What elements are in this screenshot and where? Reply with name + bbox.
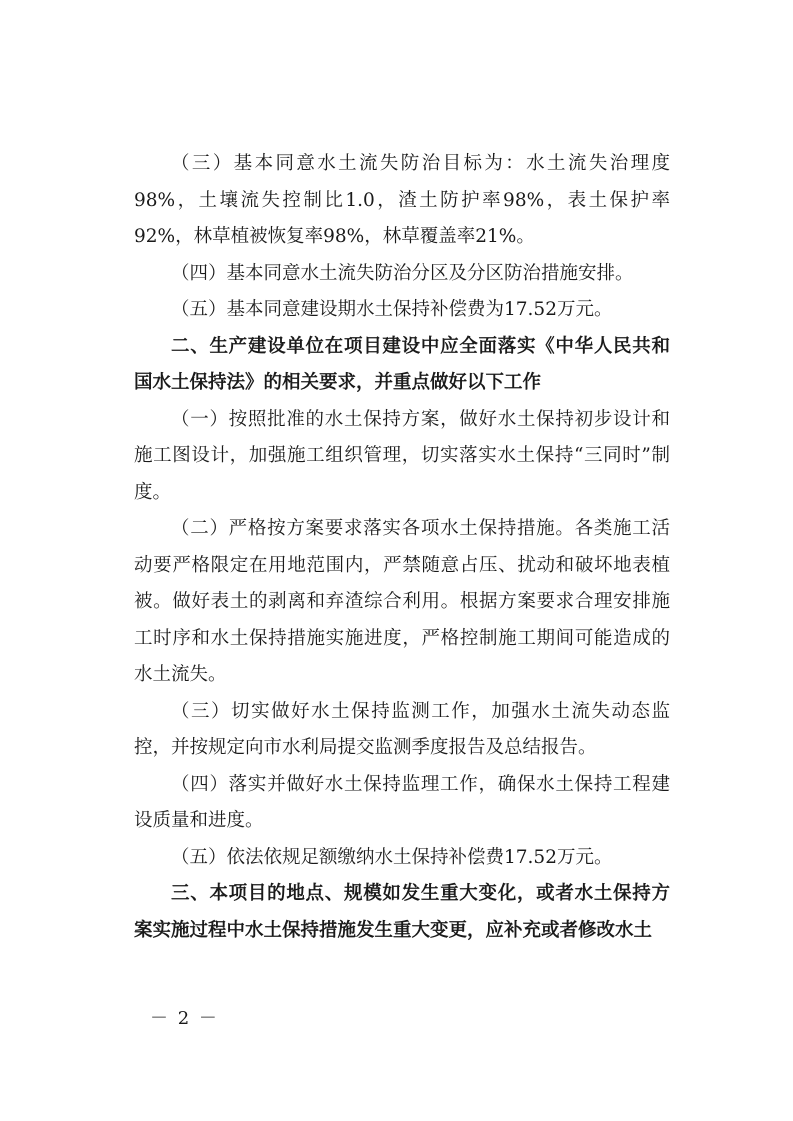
paragraph-1: （三）基本同意水土流失防治目标为：水土流失治理度98%，土壤流失控制比1.0，渣土防护率98%，表土保护率92%，林草植被恢复率98%，林草覆盖率21%。 (134, 153, 670, 247)
paragraph-9: （五）依法依规足额缴纳水土保持补偿费17.52万元。 (171, 846, 613, 868)
paragraph-6: （二）严格按方案要求落实各项水土保持措施。各类施工活动要严格限定在用地范围内，严禁随意占压、扰动和破坏地表植被。做好表土的剥离和弃渣综合利用。根据方案要求合理安排施工时序和水土保持措施实施进度，严格控制施工期间可能造成的水土流失。 (134, 518, 670, 685)
page-number: － 2 － (150, 1008, 219, 1029)
paragraph-5: （一）按照批准的水土保持方案，做好水土保持初步设计和施工图设计，加强施工组织管理，切实落实水土保持“三同时”制度。 (134, 408, 670, 503)
paragraph-7: （三）切实做好水土保持监测工作，加强水土流失动态监控，并按规定向市水利局提交监测季度报告及总结报告。 (134, 700, 670, 758)
paragraph-2: （四）基本同意水土流失防治分区及分区防治措施安排。 (171, 262, 634, 284)
section-heading-3: 三、本项目的地点、规模如发生重大变化，或者水土保持方案实施过程中水土保持措施发生重大变更，应补充或者修改水土 (134, 883, 670, 941)
document-body (134, 146, 670, 949)
paragraph-8: （四）落实并做好水土保持监理工作，确保水土保持工程建设质量和进度。 (134, 773, 670, 831)
paragraph-3: （五）基本同意建设期水土保持补偿费为17.52万元。 (171, 299, 613, 320)
section-heading-2: 二、生产建设单位在项目建设中应全面落实《中华人民共和国水土保持法》的相关要求，并重点做好以下工作 (134, 335, 670, 393)
